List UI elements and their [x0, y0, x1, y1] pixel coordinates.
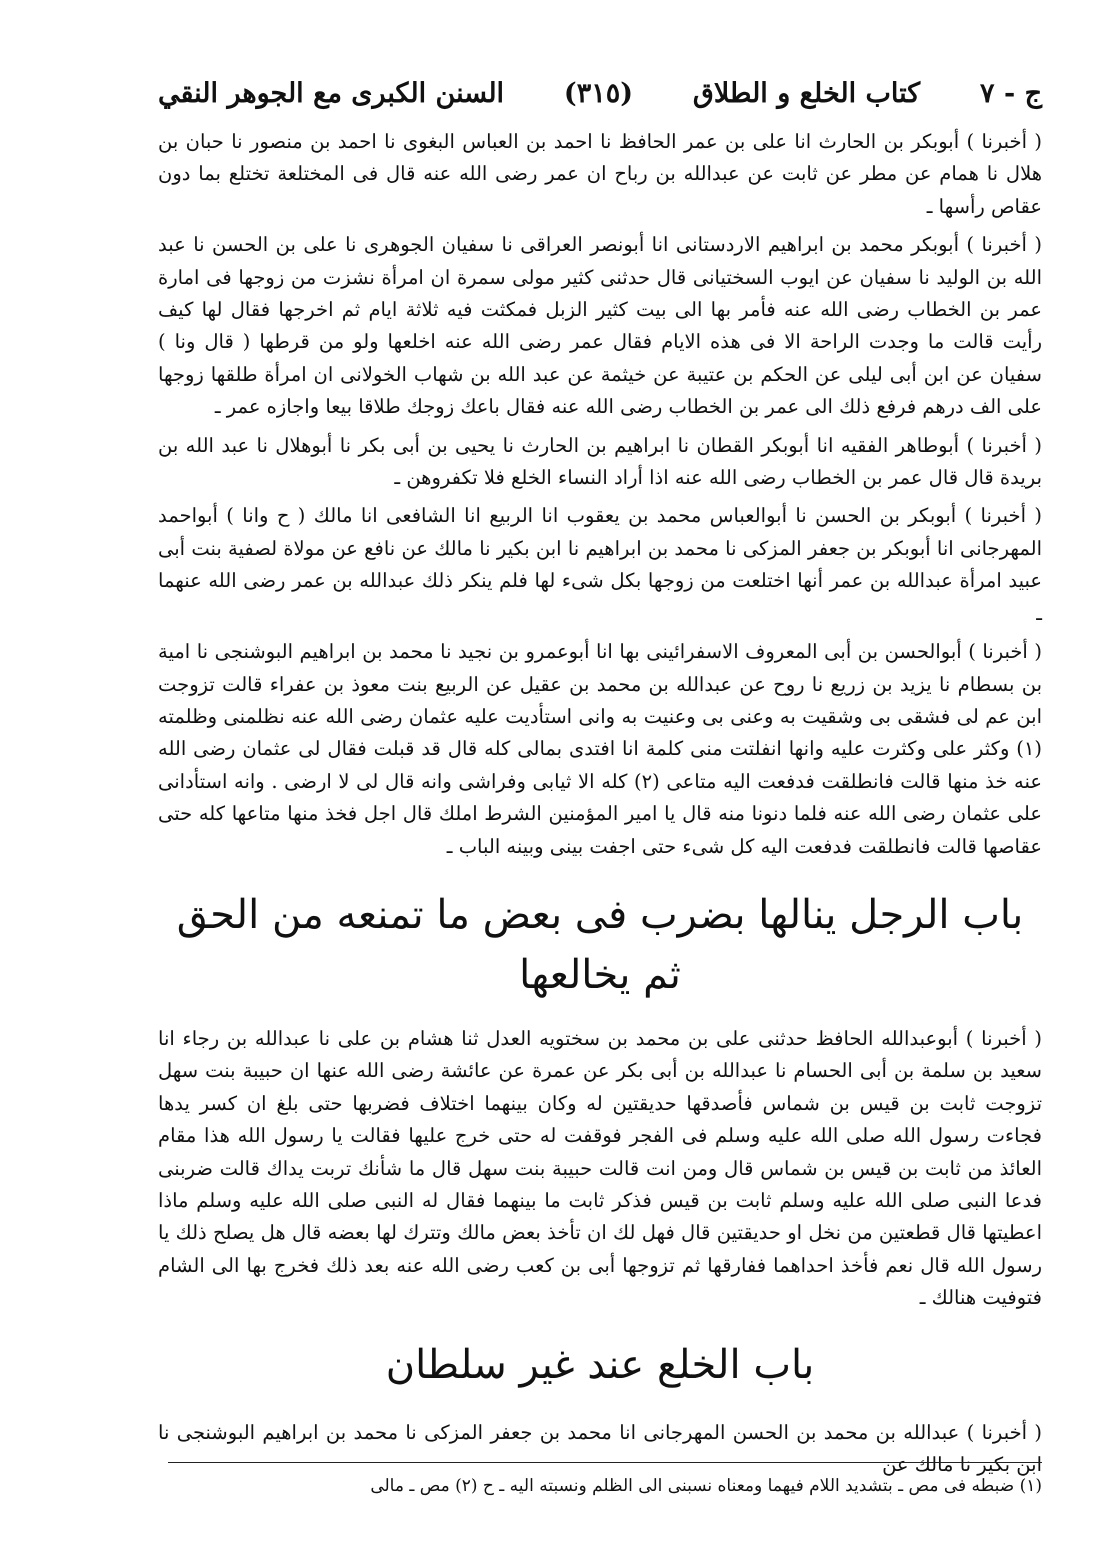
page-number: (٣١٥) [563, 78, 633, 109]
hadith-paragraph: ( أخبرنا ) أبوالحسن بن أبى المعروف الاسفرائينى بها انا أبوعمرو بن نجيد نا محمد بن ابراهيم البوشنجى نا امية بن بسطام نا يزيد بن زريع نا روح عن عبدالله بن محمد بن عقيل عن الربيع بنت معوذ بن عفراء قالت تزوجت ابن عم لى فشقى بى وشقيت به وعنى بى وعنيت به وانى استأديت عليه عثمان رضى الله عنه نظلمنى وظلمته (١) وكثر على وكثرت عليه وانها انفلتت منى كلمة انا افتدى بمالى كله قال قد قبلت فقال لى عثمان رضى الله عنه خذ منها قالت فانطلقت فدفعت اليه متاعى (٢) كله الا ثيابى وفراشى وانه قال لى لا ارضى . وانه استأدانى على عثمان رضى الله عنه فلما دنونا منه قال يا امير المؤمنين الشرط املك قال اجل فخذ منها متاعها كله حتى عقاصها قالت فانطلقت فدفعت اليه كل شىء حتى اجفت بينى وبينه الباب ـ [158, 640, 1042, 858]
volume-number: ج - ٧ [980, 78, 1042, 109]
running-header [158, 70, 1042, 118]
chapter-heading: باب الخلع عند غير سلطان [385, 1341, 815, 1388]
chapter-title: كتاب الخلع و الطلاق [692, 78, 921, 109]
hadith-paragraph: ( أخبرنا ) أبوبكر محمد بن ابراهيم الاردستانى انا أبونصر العراقى نا سفيان الجوهرى نا على بن الحسن نا عبد الله بن الوليد نا سفيان عن ايوب السختيانى قال حدثنى كثير مولى سمرة ان امرأة نشزت من زوجها فى امارة عمر بن الخطاب رضى الله عنه فأمر بها الى بيت كثير الزبل فمكثت فيه ثلاثة ايام ثم اخرجها فقال لها كيف رأيت قالت ما وجدت الراحة الا فى هذه الايام فقال عمر رضى الله عنه اخلعها ولو من قرطها ( قال ونا ) سفيان عن ابن أبى ليلى عن الحكم بن عتيبة عن خيثمة عن عبد الله بن شهاب الخولانى ان امرأة طلقها زوجها على الف درهم فرفع ذلك الى عمر بن الخطاب رضى الله عنه فقال باعك زوجك طلاقا بيعا واجازه عمر ـ [158, 233, 1042, 419]
hadith-paragraph: ( أخبرنا ) أبوبكر بن الحارث انا على بن عمر الحافظ نا احمد بن العباس البغوى نا احمد بن منصور نا حبان بن هلال نا همام عن مطر عن ثابت عن عبدالله بن رباح ان عمر رضى الله عنه قال فى المختلعة تختلع بما دون عقاص رأسها ـ [158, 130, 1042, 218]
footnotes: (١) ضبطه فى مص ـ بتشديد اللام فيهما ومعناه نسبنى الى الظلم ونسبته اليه ـ ح (٢) مص ـ مالى [370, 1476, 1042, 1496]
hadith-paragraph: ( أخبرنا ) أبوعبدالله الحافظ حدثنى على بن محمد بن سختويه العدل ثنا هشام بن على نا عبدالله بن رجاء انا سعيد بن سلمة بن أبى الحسام نا عبدالله بن أبى بكر عن عمرة عن عائشة رضى الله عنها ان حبيبة بنت سهل تزوجت ثابت بن قيس بن شماس فأصدقها حديقتين له وكان بينهما اختلاف فضربها حتى بلغ ان كسر يدها فجاءت رسول الله صلى الله عليه وسلم فى الفجر فوقفت له حتى خرج عليها فقالت يا رسول الله هذا مقام العائذ من ثابت بن قيس بن شماس قال ومن انت قالت حبيبة بنت سهل قال ما شأنك تربت يداك قالت ضربنى فدعا النبى صلى الله عليه وسلم ثابت بن قيس فذكر ثابت ما بينهما فقال له النبى صلى الله عليه وسلم ماذا اعطيتها قال قطعتين من نخل او حديقتين قال فهل لك ان تأخذ بعض مالك وتترك لها بعضه قال هل يصلح ذلك يا رسول الله قال نعم فأخذ احداهما ففارقها ثم تزوجها أبى بن كعب رضى الله عنه بعد ذلك فخرج بها الى الشام فتوفيت هنالك ـ [158, 1026, 1042, 1310]
hadith-paragraph: ( أخبرنا ) أبوبكر بن الحسن نا أبوالعباس محمد بن يعقوب انا الربيع انا الشافعى انا مالك ( ح وانا ) أبواحمد المهرجانى انا أبوبكر بن جعفر المزكى نا محمد بن ابراهيم نا ابن بكير نا مالك عن نافع عن مولاة لصفية بنت أبى عبيد امرأة عبدالله بن عمر أنها اختلعت من زوجها بكل شىء لها فلم ينكر ذلك عبدالله بن عمر رضى الله عنهما ـ [158, 504, 1042, 625]
hadith-paragraph: ( أخبرنا ) أبوطاهر الفقيه انا أبوبكر القطان نا ابراهيم بن الحارث نا يحيى بن أبى بكر نا أبوهلال نا عبد الله بن بريدة قال قال عمر بن الخطاب رضى الله عنه اذا أراد النساء الخلع فلا تكفروهن ـ [158, 433, 1042, 490]
page-body [158, 126, 1042, 1481]
book-title: السنن الكبرى مع الجوهر النقي [158, 78, 505, 109]
chapter-heading: باب الرجل ينالها بضرب فى بعض ما تمنعه من الحق ثم يخالعها [176, 891, 1024, 998]
footnote-divider [168, 1462, 1042, 1463]
hadith-paragraph: ( أخبرنا ) عبدالله بن محمد بن الحسن المهرجانى انا محمد بن جعفر المزكى نا محمد بن ابراهيم البوشنجى نا ابن بكير نا مالك عن [158, 1420, 1042, 1476]
